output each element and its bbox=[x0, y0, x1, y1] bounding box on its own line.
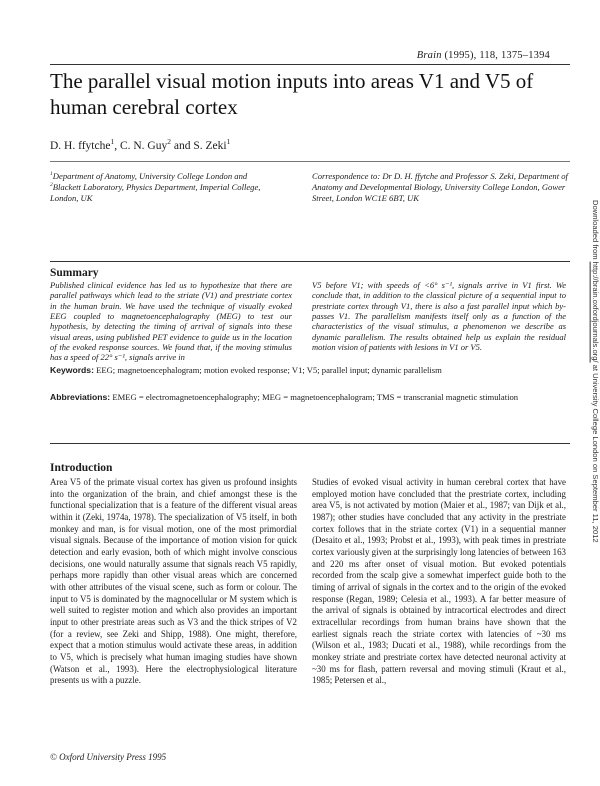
keywords-label: Keywords: bbox=[50, 365, 94, 375]
download-suffix: at University College London on September 11, 2012 bbox=[591, 364, 600, 543]
author-name: D. H. ffytche bbox=[50, 140, 111, 152]
summary-heading: Summary bbox=[50, 267, 99, 279]
affiliation-2: $^2$Blackett Laboratory, Physics Department, Imperial College, London, UK bbox=[50, 181, 261, 203]
keywords bbox=[50, 365, 570, 375]
introduction-heading: Introduction bbox=[50, 462, 113, 474]
keywords-text: EEG; magnetoencephalogram; motion evoked response; V1; V5; parallel input; dynamic parallelism bbox=[96, 365, 442, 375]
intro-top-rule bbox=[50, 443, 570, 444]
introduction-text-left: Area V5 of the primate visual cortex has given us profound insights into the organization of the brain, and chief amongst these is the functional specialization that is a feature of the different visual areas within it (Zeki, 1974a, 1978). The specialization of V5 itself, in both monkey and man, is for visual motion, one of the most primordial visual signals. Because of the importance of motion vision for quick detection and early evasion, both of which might involve conscious decisions, one would naturally assume that signals reach V5 rapidly, perhaps more rapidly than other visual areas which are concerned with other attributes of the visual scene, such as form or colour. The input to V5 is dominated by the magnocellular or M system which is well suited to register motion and which also provides an important input to other prestriate areas such as V3 and the thick stripes of V2 (for a review, see Zeki and Shipp, 1988). One might, therefore, expect that a motion stimulus would activate these areas, in addition to V5, which is precisely what human imaging studies have shown (Watson et al., 1993). Here the electrophysiological literature presents us with a puzzle. bbox=[50, 477, 297, 686]
author-name: S. Zeki bbox=[193, 140, 227, 152]
introduction-text-right: Studies of evoked visual activity in human cerebral cortex that have employed motion have concluded that the prestriate cortex, including area V5, is not activated by motion (Maier et al., 1987; van Dijk et al., 1987); other studies have concluded that any activity in the prestriate cortex follows that in the striate cortex (V1) in a sequential manner (Desaito et al., 1993; Probst et al., 1993), with peak times in prestriate cortex variously given at the surprisingly long latencies of between 163 and 220 ms after onset of visual motion. But evoked potentials recorded from the scalp give a somewhat imperfect guide both to the timing of arrival of signals in the cortex and to the origin of the evoked response (Regan, 1989; Celesia et al., 1993). A far better measure of the arrival of signals is obtained by intracortical electrodes and direct extracellular recordings from human brains have shown that the earliest signals reach the striate cortex with latencies of ~30 ms (Wilson et al., 1983; Ducati et al., 1988), while recordings from the monkey striate and prestriate cortex have detected neuronal activity at ~30 ms for flash, pattern reversal and moving stimuli (Kraut et al., 1985; Petersen et al., bbox=[312, 477, 566, 686]
download-watermark bbox=[588, 200, 600, 670]
affiliation-1: $^1$Department of Anatomy, University College London and bbox=[50, 171, 248, 181]
journal-citation bbox=[417, 50, 550, 61]
summary-text-right: V5 before V1; with speeds of <6° s⁻¹, signals arrive in V1 first. We conclude that, in addition to the classical picture of a sequential input to prestriate cortex through V1, there is also a fast parallel input which by-passes V1. The parallelism manifests itself only as a function of the characteristics of the visual stimulus, a phenomenon we describe as dynamic parallelism. The results obtained help us explain the residual motion vision of patients with lesions in V1 or V5. bbox=[312, 280, 566, 353]
paper-title: The parallel visual motion inputs into areas V1 and V5 of human cerebral cortex bbox=[50, 69, 534, 119]
author-name: C. N. Guy bbox=[119, 140, 168, 152]
author-affiliation-mark: 2 bbox=[167, 137, 171, 147]
author-affiliation-mark: 1 bbox=[226, 137, 231, 147]
author-rule bbox=[50, 161, 570, 162]
summary-top-rule bbox=[50, 261, 570, 262]
author-affiliation-mark: 1 bbox=[110, 137, 115, 147]
abbreviations-text: EMEG = electromagnetoencephalography; MEG = magnetoencephalogram; TMS = transcranial magnetic stimulation bbox=[112, 392, 519, 402]
header-rule bbox=[50, 64, 570, 65]
citation-details: (1995), 118, 1375–1394 bbox=[444, 50, 550, 61]
download-prefix: Downloaded from bbox=[591, 200, 600, 260]
affiliations bbox=[50, 171, 290, 203]
summary-text-left: Published clinical evidence has led us to hypothesize that there are parallel pathways which lead to the striate (V1) and prestriate cortex in the human brain. We have used the technique of visually evoked EEG coupled to magnetoencephalography (MEG) to test our hypothesis, by detecting the timing of arrival of signals into these visual areas, using published PET evidence to guide us in the location of the evoked response sources. We found that, if the moving stimulus has a speed of 22° s⁻¹, signals arrive in bbox=[50, 280, 292, 363]
journal-link[interactable]: http://brain.oxfordjournals.org/ bbox=[591, 261, 600, 363]
abbreviations bbox=[50, 391, 570, 404]
correspondence: Correspondence to: Dr D. H. ffytche and Professor S. Zeki, Department of Anatomy and Developmental Biology, University College London, Gower Street, London WC1E 6BT, UK bbox=[312, 171, 568, 203]
abbreviations-label: Abbreviations: bbox=[50, 392, 111, 402]
author-list: D. H. ffytche$^1$, C. N. Guy$^2$ and S. Zeki$^1$ bbox=[50, 137, 231, 152]
journal-name: Brain bbox=[416, 50, 442, 61]
copyright-notice: © Oxford University Press 1995 bbox=[50, 752, 167, 762]
